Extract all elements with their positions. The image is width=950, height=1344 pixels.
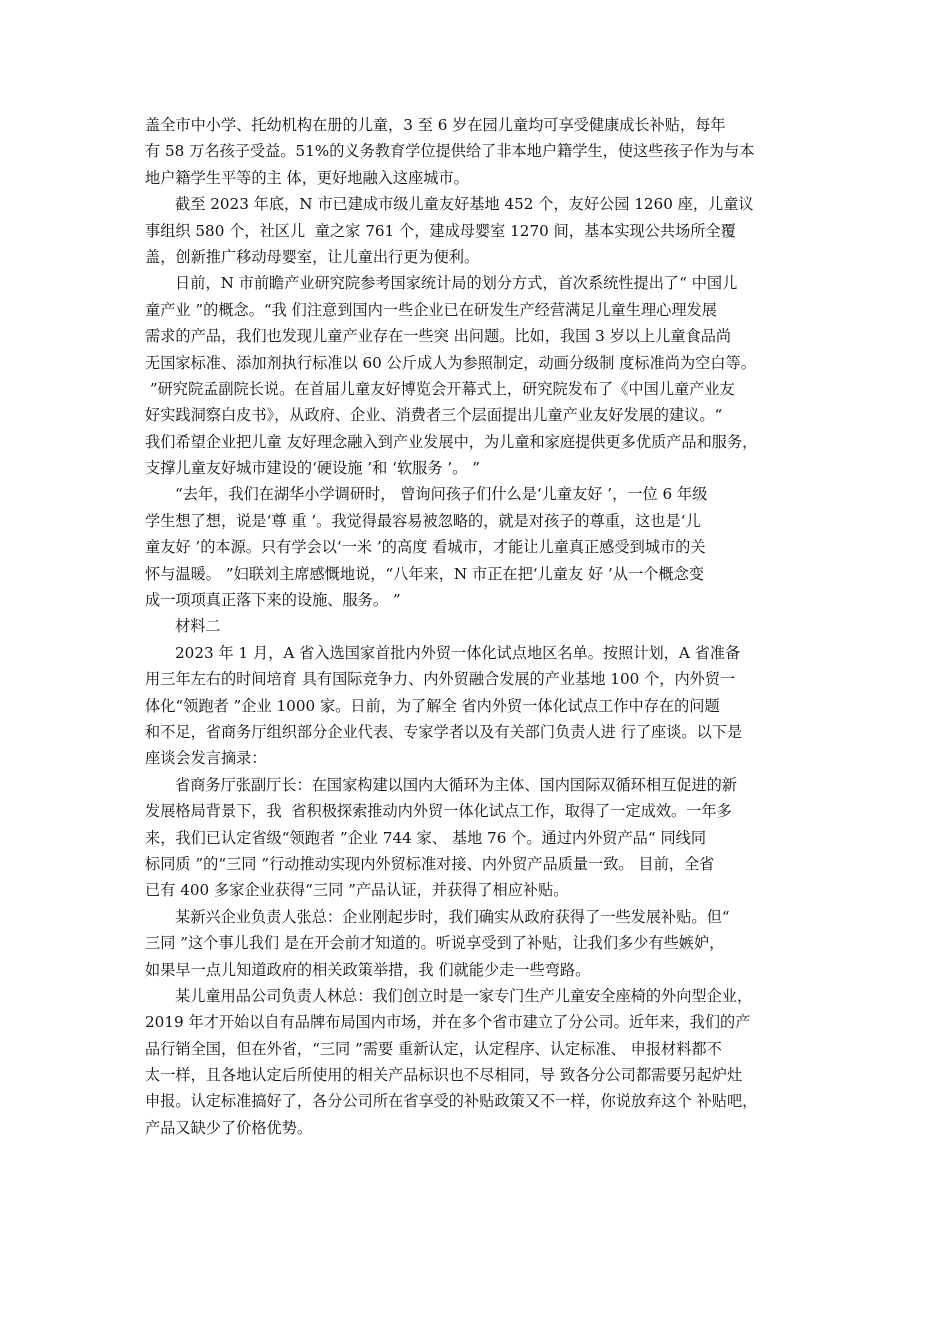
text-line: 日前，N 市前瞻产业研究院参考国家统计局的划分方式，首次系统性提出了“ 中国儿 xyxy=(175,274,738,293)
text-line: 有 58 万名孩子受益。51%的义务教育学位提供给了非本地户籍学生，使这些孩子作为与本 xyxy=(145,142,755,161)
text-line: 童产业 ”的概念。“我 们注意到国内一些企业已在研发生产经营满足儿童生理心理发展 xyxy=(145,300,717,319)
text-line: 用三年左右的时间培育 具有国际竞争力、内外贸融合发展的产业基地 100 个，内外贸一 xyxy=(145,670,736,689)
text-line: “去年，我们在湖华小学调研时， 曾询问孩子们什么是‘儿童友好 ’，一位 6 年级 xyxy=(175,485,708,504)
text-line: 来，我们已认定省级“领跑者 ”企业 744 家、 基地 76 个。通过内外贸产品“ 同线同 xyxy=(145,828,707,847)
text-line: 发展格局背景下，我 省积极探索推动内外贸一体化试点工作，取得了一定成效。一年多 xyxy=(145,802,732,821)
text-line: 三同 ”这个事儿我们 是在开会前才知道的。听说享受到了补贴，让我们多少有些嫉妒， xyxy=(145,934,725,953)
text-line: 某新兴企业负责人张总：企业刚起步时，我们确实从政府获得了一些发展补贴。但“ xyxy=(175,907,730,926)
text-line: 无国家标准、添加剂执行标准以 60 公斤成人为参照制定，动画分级制 度标准尚为空白等。 xyxy=(145,353,756,372)
text-line: 标同质 ”的“三同 ”行动推动实现内外贸标准对接、内外贸产品质量一致。 目前，全省 xyxy=(145,854,715,873)
text-line: 童友好 ’的本源。只有学会以‘一米 ’的高度 看城市，才能让儿童真正感受到城市的关 xyxy=(145,538,706,557)
text-line: 2019 年才开始以自有品牌布局国内市场，并在多个省市建立了分公司。近年来，我们的产 xyxy=(145,1013,751,1032)
text-line: 需求的产品，我们也发现儿童产业存在一些突 出问题。比如，我国 3 岁以上儿童食品尚 xyxy=(145,327,732,346)
text-line: 座谈会发言摘录： xyxy=(145,749,267,768)
text-line: 怀与温暖。 ”妇联刘主席感慨地说，“八年来，N 市正在把‘儿童友 好 ’从一个概念变 xyxy=(145,564,704,583)
text-line: 品行销全国，但在外省，“三同 ”需要 重新认定，认定程序、认定标准、 申报材料都不 xyxy=(145,1039,722,1058)
text-line: 和不足，省商务厅组织部分企业代表、专家学者以及有关部门负责人进 行了座谈。以下是 xyxy=(145,722,743,741)
text-line: 盖全市中小学、托幼机构在册的儿童，3 至 6 岁在园儿童均可享受健康成长补贴，每年 xyxy=(145,116,726,134)
text-line: 体化“领跑者 ”企业 1000 家。日前，为了解全 省内外贸一体化试点工作中存在的问题 xyxy=(145,696,720,715)
text-line: 事组织 580 个，社区儿 童之家 761 个，建成母婴室 1270 间，基本实现公共场所全覆 xyxy=(145,221,736,240)
text-line: 产品又缺少了价格优势。 xyxy=(145,1118,313,1137)
text-line: 如果早一点儿知道政府的相关政策举措，我 们就能少走一些弯路。 xyxy=(145,960,591,979)
text-line: 已有 400 多家企业获得“三同 ”产品认证，并获得了相应补贴。 xyxy=(145,881,569,900)
text-line: 我们希望企业把儿童 友好理念融入到产业发展中，为儿童和家庭提供更多优质产品和服务， xyxy=(145,432,758,451)
text-line: 盖，创新推广移动母婴室，让儿童出行更为便利。 xyxy=(145,247,480,266)
text-line: 截至 2023 年底，N 市已建成市级儿童友好基地 452 个，友好公园 1260 座，儿童议 xyxy=(175,195,754,214)
text-line: 好实践洞察白皮书》，从政府、企业、消费者三个层面提出儿童产业友好发展的建议。“ xyxy=(145,406,723,425)
text-line: 太一样，且各地认定后所使用的相关产品标识也不尽相同，导 致各分公司都需要另起炉灶 xyxy=(145,1066,743,1085)
text-line: 省商务厅张副厅长：在国家构建以国内大循环为主体、国内国际双循环相互促进的新 xyxy=(175,775,737,794)
text-line: 支撑儿童友好城市建设的‘硬设施 ’和 ‘软服务 ’。 ” xyxy=(145,459,480,478)
text-line: 2023 年 1 月，A 省入选国家首批内外贸一体化试点地区名单。按照计划，A 省准备 xyxy=(175,643,741,662)
text-line: 地户籍学生平等的主 体，更好地融入这座城市。 xyxy=(145,168,469,187)
text-line: 某儿童用品公司负责人林总：我们创立时是一家专门生产儿童安全座椅的外向型企业， xyxy=(175,986,753,1005)
text-line: 申报。认定标准搞好了，各分公司所在省享受的补贴政策又不一样，你说放弃这个 补贴吧， xyxy=(145,1092,758,1111)
text-line: 学生想了想，说是‘尊 重 ’。我觉得最容易被忽略的，就是对孩子的尊重，这也是‘儿 xyxy=(145,511,701,530)
text-line: 成一项项真正落下来的设施、服务。 ” xyxy=(145,591,401,610)
text-line: ”研究院孟副院长说。在首届儿童友好博览会开幕式上，研究院发布了《中国儿童产业友 xyxy=(145,379,735,398)
text-line: 材料二 xyxy=(175,617,221,636)
document-page xyxy=(145,112,810,1141)
